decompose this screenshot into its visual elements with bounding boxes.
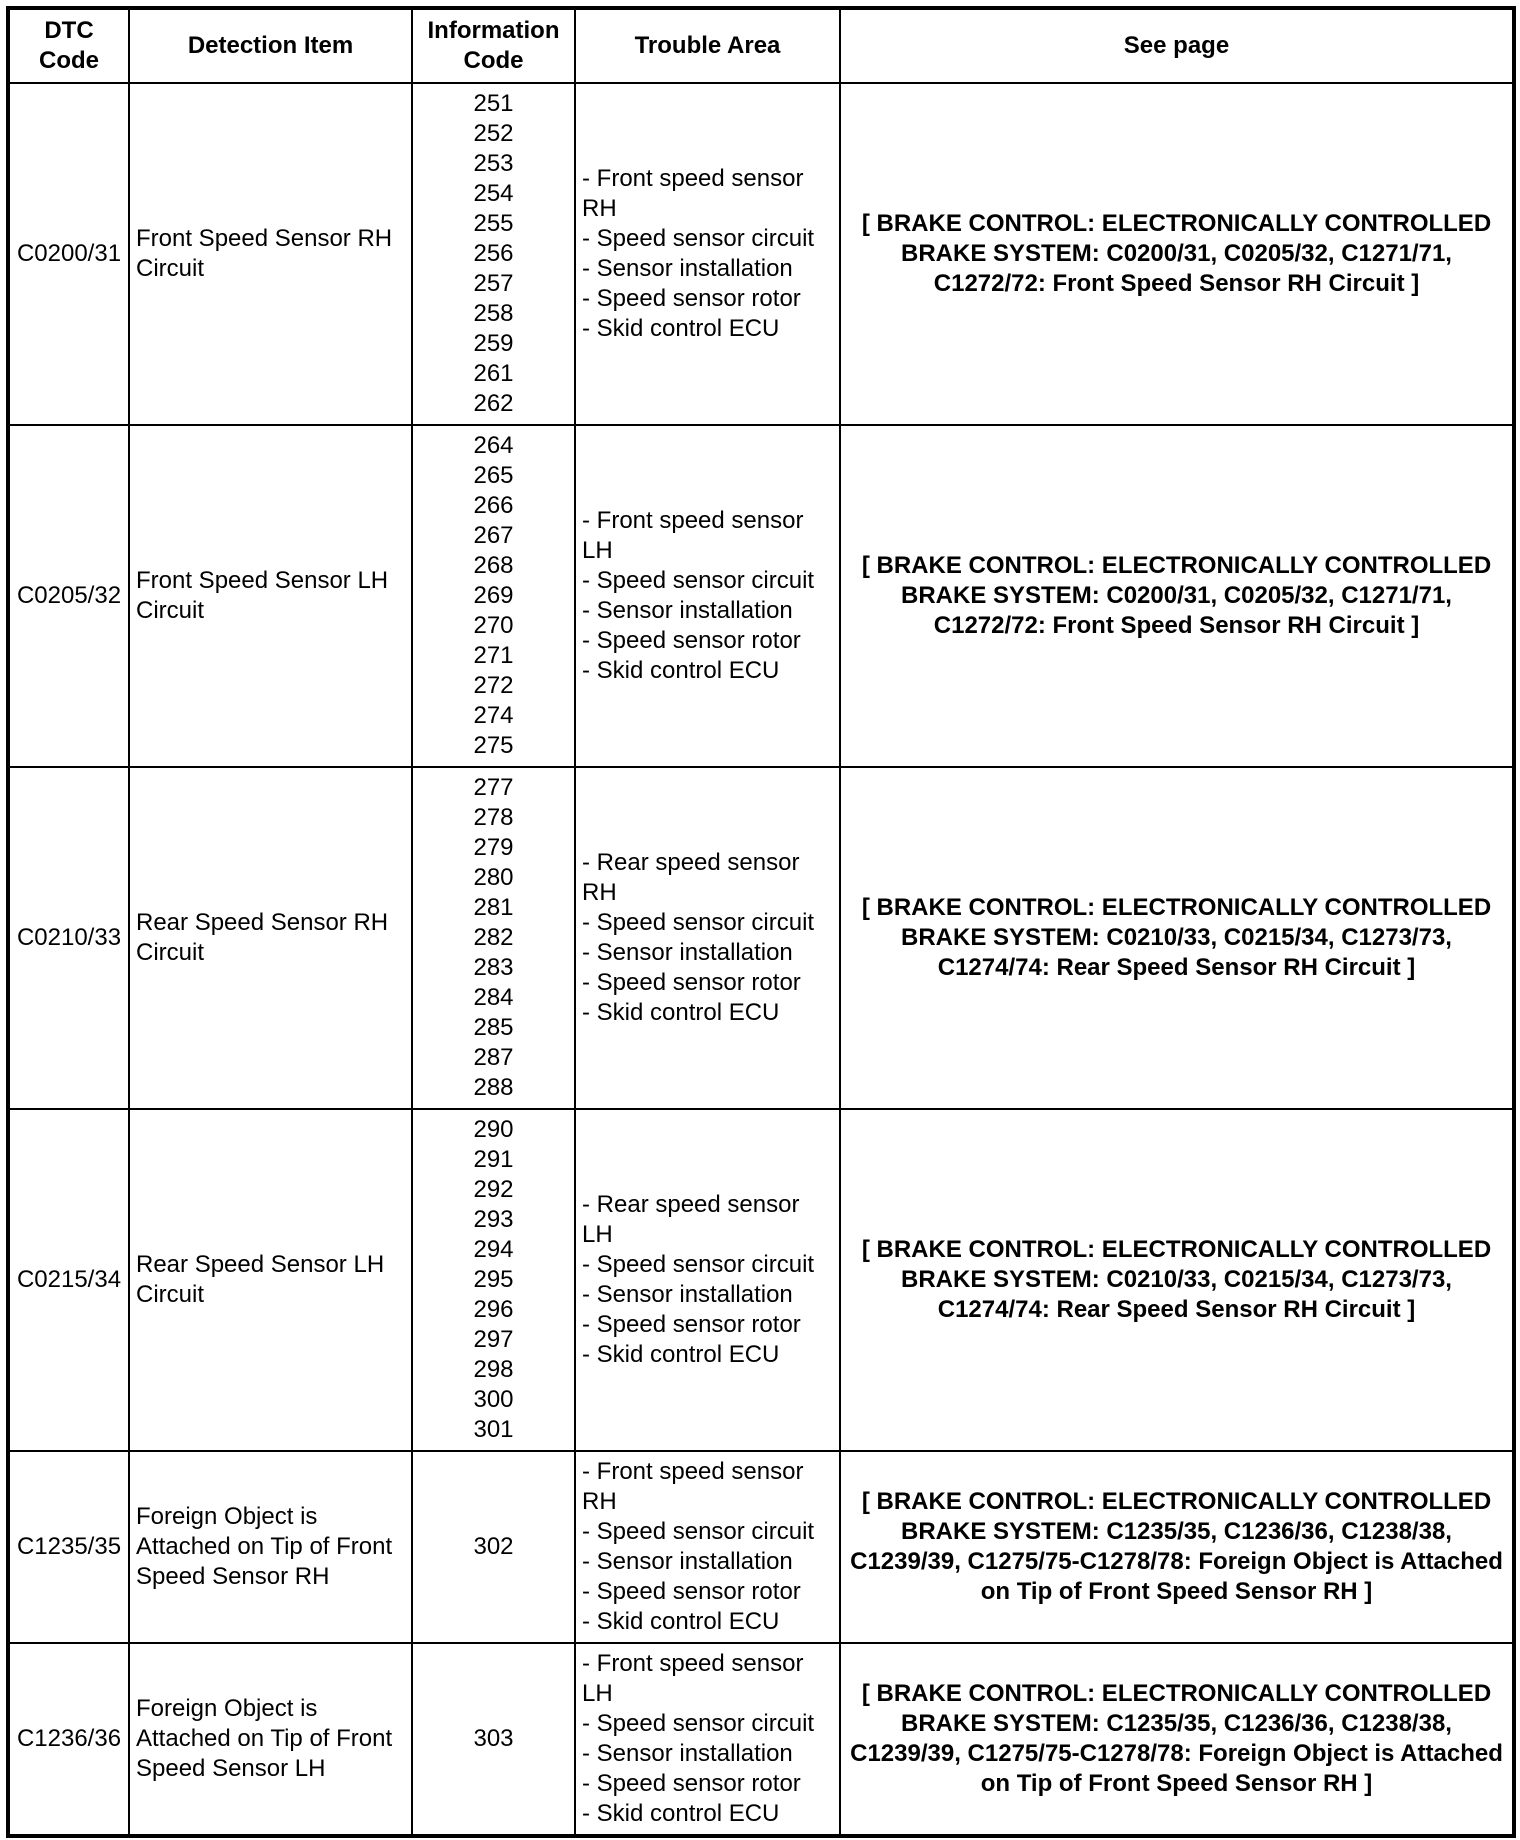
- see-page-link[interactable]: [ BRAKE CONTROL: ELECTRONICALLY CONTROLLED BRAKE SYSTEM: C0200/31, C0205/32, C1271/71, C1272/72: Front Speed Sensor RH Circuit ]: [840, 425, 1514, 767]
- dtc-code-cell: C1236/36: [8, 1643, 129, 1836]
- information-code: 254: [473, 180, 514, 207]
- information-code: 262: [473, 390, 514, 417]
- information-code: 253: [473, 150, 514, 177]
- table-row: [8, 1451, 1514, 1643]
- trouble-area-item: - Speed sensor circuit: [582, 225, 815, 252]
- trouble-area-cell: [575, 767, 840, 1109]
- information-code: 252: [473, 120, 514, 147]
- table-row: [8, 767, 1514, 1109]
- information-code: 272: [473, 672, 514, 699]
- trouble-area-item: - Skid control ECU: [582, 1341, 780, 1368]
- detection-item-cell: Front Speed Sensor RH Circuit: [129, 83, 412, 425]
- header-trouble-area: Trouble Area: [575, 8, 840, 83]
- trouble-area-item: - Front speed sensor LH: [582, 507, 804, 564]
- trouble-area-item: - Front speed sensor RH: [582, 165, 804, 222]
- detection-item-cell: Rear Speed Sensor LH Circuit: [129, 1109, 412, 1451]
- information-code: 303: [473, 1725, 514, 1752]
- see-page-link[interactable]: [ BRAKE CONTROL: ELECTRONICALLY CONTROLLED BRAKE SYSTEM: C1235/35, C1236/36, C1238/38, C1239/39, C1275/75-C1278/78: Foreign Object is Attached on Tip of Front Speed Sensor RH ]: [840, 1451, 1514, 1643]
- information-code: 290: [473, 1116, 514, 1143]
- see-page-link[interactable]: [ BRAKE CONTROL: ELECTRONICALLY CONTROLLED BRAKE SYSTEM: C1235/35, C1236/36, C1238/38, C1239/39, C1275/75-C1278/78: Foreign Object is Attached on Tip of Front Speed Sensor RH ]: [840, 1643, 1514, 1836]
- dtc-code-cell: C0205/32: [8, 425, 129, 767]
- header-information-code: Information Code: [412, 8, 575, 83]
- header-detection-item: Detection Item: [129, 8, 412, 83]
- information-code-cell: [412, 1643, 575, 1836]
- information-code: 275: [473, 732, 514, 759]
- information-code: 296: [473, 1296, 514, 1323]
- information-code: 295: [473, 1266, 514, 1293]
- trouble-area-item: - Sensor installation: [582, 939, 793, 966]
- information-code-cell: [412, 767, 575, 1109]
- information-code: 300: [473, 1386, 514, 1413]
- detection-item-cell: Front Speed Sensor LH Circuit: [129, 425, 412, 767]
- table-row: [8, 425, 1514, 767]
- information-code: 258: [473, 300, 514, 327]
- information-code: 288: [473, 1074, 514, 1101]
- trouble-area-item: - Skid control ECU: [582, 1800, 780, 1827]
- detection-item-cell: Foreign Object is Attached on Tip of Front Speed Sensor RH: [129, 1451, 412, 1643]
- trouble-area-item: - Speed sensor rotor: [582, 1311, 801, 1338]
- information-code: 277: [473, 774, 514, 801]
- see-page-link[interactable]: [ BRAKE CONTROL: ELECTRONICALLY CONTROLLED BRAKE SYSTEM: C0210/33, C0215/34, C1273/73, C1274/74: Rear Speed Sensor RH Circuit ]: [840, 767, 1514, 1109]
- dtc-code-cell: C0215/34: [8, 1109, 129, 1451]
- information-code: 284: [473, 984, 514, 1011]
- trouble-area-item: - Speed sensor rotor: [582, 285, 801, 312]
- header-dtc-code: DTC Code: [8, 8, 129, 83]
- dtc-table: [6, 6, 1516, 1838]
- table-body: [8, 83, 1514, 1836]
- see-page-link[interactable]: [ BRAKE CONTROL: ELECTRONICALLY CONTROLLED BRAKE SYSTEM: C0200/31, C0205/32, C1271/71, C1272/72: Front Speed Sensor RH Circuit ]: [840, 83, 1514, 425]
- table-row: [8, 1109, 1514, 1451]
- information-code: 281: [473, 894, 514, 921]
- information-code: 271: [473, 642, 514, 669]
- information-code: 280: [473, 864, 514, 891]
- information-code: 291: [473, 1146, 514, 1173]
- information-code-cell: [412, 1109, 575, 1451]
- information-code: 292: [473, 1176, 514, 1203]
- table-row: [8, 83, 1514, 425]
- information-code: 257: [473, 270, 514, 297]
- information-code: 287: [473, 1044, 514, 1071]
- trouble-area-item: - Speed sensor circuit: [582, 1518, 815, 1545]
- trouble-area-item: - Speed sensor rotor: [582, 627, 801, 654]
- information-code: 274: [473, 702, 514, 729]
- trouble-area-item: - Skid control ECU: [582, 657, 780, 684]
- trouble-area-item: - Front speed sensor LH: [582, 1650, 804, 1707]
- header-see-page: See page: [840, 8, 1514, 83]
- information-code: 256: [473, 240, 514, 267]
- header-row: [8, 8, 1514, 83]
- information-code: 278: [473, 804, 514, 831]
- information-code: 282: [473, 924, 514, 951]
- trouble-area-cell: [575, 83, 840, 425]
- information-code: 270: [473, 612, 514, 639]
- information-code: 294: [473, 1236, 514, 1263]
- trouble-area-item: - Speed sensor rotor: [582, 1578, 801, 1605]
- trouble-area-item: - Skid control ECU: [582, 1608, 780, 1635]
- trouble-area-cell: [575, 425, 840, 767]
- trouble-area-item: - Sensor installation: [582, 1281, 793, 1308]
- table-row: [8, 1643, 1514, 1836]
- detection-item-cell: Rear Speed Sensor RH Circuit: [129, 767, 412, 1109]
- information-code: 268: [473, 552, 514, 579]
- information-code: 302: [473, 1533, 514, 1560]
- trouble-area-item: - Sensor installation: [582, 1740, 793, 1767]
- trouble-area-item: - Speed sensor circuit: [582, 909, 815, 936]
- trouble-area-cell: [575, 1451, 840, 1643]
- information-code-cell: [412, 1451, 575, 1643]
- trouble-area-item: - Front speed sensor RH: [582, 1458, 804, 1515]
- information-code: 251: [473, 90, 514, 117]
- trouble-area-item: - Skid control ECU: [582, 999, 780, 1026]
- see-page-link[interactable]: [ BRAKE CONTROL: ELECTRONICALLY CONTROLLED BRAKE SYSTEM: C0210/33, C0215/34, C1273/73, C1274/74: Rear Speed Sensor RH Circuit ]: [840, 1109, 1514, 1451]
- information-code: 285: [473, 1014, 514, 1041]
- trouble-area-item: - Rear speed sensor LH: [582, 1191, 800, 1248]
- information-code: 255: [473, 210, 514, 237]
- information-code: 293: [473, 1206, 514, 1233]
- trouble-area-item: - Sensor installation: [582, 597, 793, 624]
- trouble-area-item: - Speed sensor circuit: [582, 1710, 815, 1737]
- trouble-area-item: - Speed sensor circuit: [582, 1251, 815, 1278]
- trouble-area-cell: [575, 1109, 840, 1451]
- information-code: 297: [473, 1326, 514, 1353]
- trouble-area-item: - Sensor installation: [582, 255, 793, 282]
- trouble-area-item: - Sensor installation: [582, 1548, 793, 1575]
- information-code: 279: [473, 834, 514, 861]
- trouble-area-item: - Rear speed sensor RH: [582, 849, 800, 906]
- information-code: 264: [473, 432, 514, 459]
- dtc-code-cell: C0200/31: [8, 83, 129, 425]
- trouble-area-item: - Skid control ECU: [582, 315, 780, 342]
- information-code: 301: [473, 1416, 514, 1443]
- trouble-area-item: - Speed sensor rotor: [582, 1770, 801, 1797]
- trouble-area-cell: [575, 1643, 840, 1836]
- dtc-code-cell: C1235/35: [8, 1451, 129, 1643]
- information-code: 267: [473, 522, 514, 549]
- trouble-area-item: - Speed sensor rotor: [582, 969, 801, 996]
- detection-item-cell: Foreign Object is Attached on Tip of Front Speed Sensor LH: [129, 1643, 412, 1836]
- information-code: 261: [473, 360, 514, 387]
- information-code: 259: [473, 330, 514, 357]
- information-code: 266: [473, 492, 514, 519]
- information-code-cell: [412, 425, 575, 767]
- information-code: 298: [473, 1356, 514, 1383]
- trouble-area-item: - Speed sensor circuit: [582, 567, 815, 594]
- information-code: 269: [473, 582, 514, 609]
- information-code-cell: [412, 83, 575, 425]
- dtc-code-cell: C0210/33: [8, 767, 129, 1109]
- information-code: 283: [473, 954, 514, 981]
- information-code: 265: [473, 462, 514, 489]
